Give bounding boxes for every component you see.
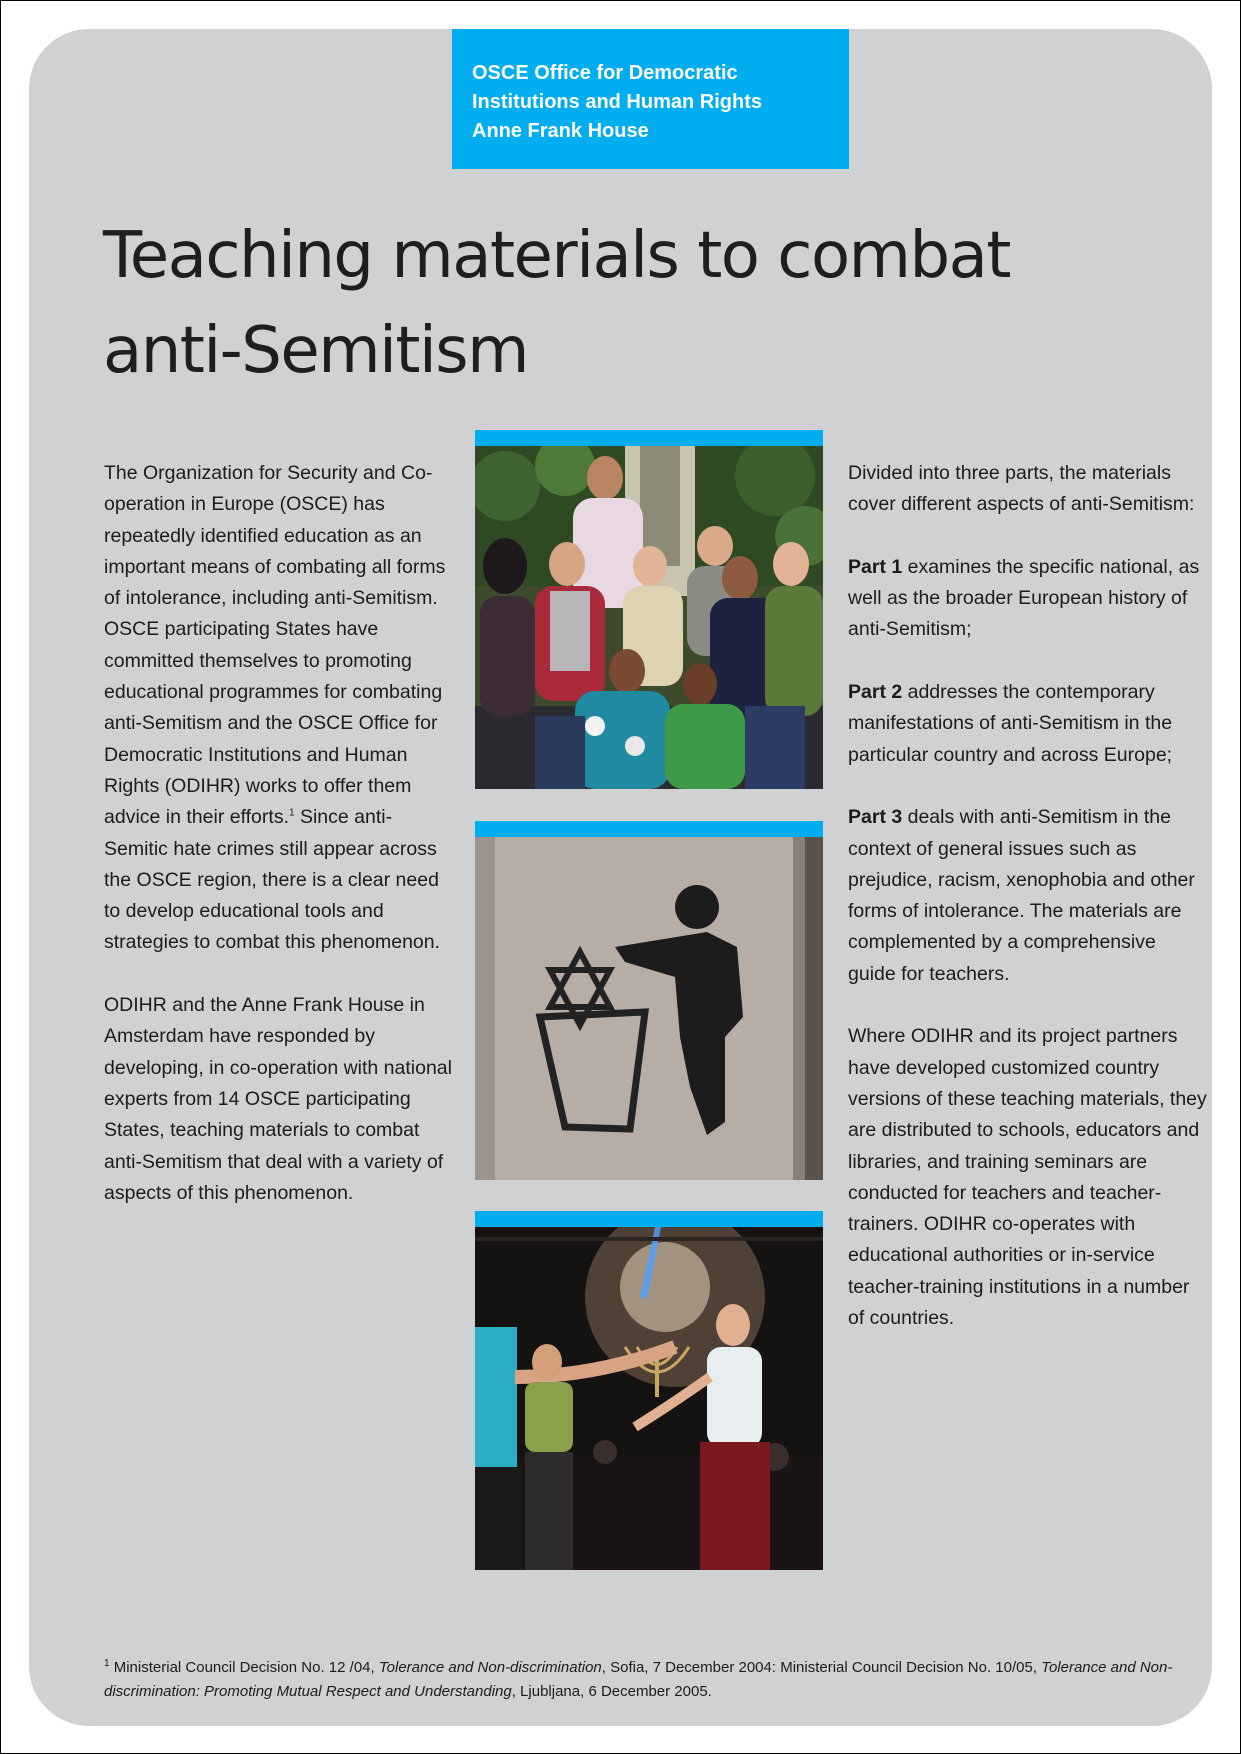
- header-line-1: OSCE Office for Democratic: [472, 62, 738, 84]
- part-3-text: deals with anti-Semitism in the context of general issues such as prejudice, racism, xenophobia and other forms of intolerance.: [848, 806, 1195, 923]
- photo-dancing-celebration: [475, 1211, 823, 1570]
- complement-text: The materials are complemented by a comprehensive guide for teachers.: [848, 900, 1182, 985]
- photo-accent-bar: [475, 821, 823, 837]
- intro-paragraph: [104, 458, 454, 959]
- part-2-text: addresses the contemporary manifestations of anti-Semitism in the particular country and across Europe;: [848, 681, 1173, 766]
- part-1-label: Part 1: [848, 555, 903, 578]
- photo-graffiti: [475, 821, 823, 1180]
- photo-accent-bar: [475, 1211, 823, 1227]
- part-1-text: examines the specific national, as well as the broader European history of anti-Semitism;: [848, 555, 1200, 641]
- part-1-item: [848, 552, 1208, 646]
- page-title: [103, 209, 1203, 399]
- materials-intro: Divided into three parts, the materials cover different aspects of anti-Semitism:: [848, 462, 1195, 516]
- footnote-italic-2: Tolerance and Non-discrimination: Promoting Mutual Respect and Understanding: [104, 1659, 1173, 1700]
- footnote-mark: 1: [104, 1658, 110, 1669]
- intro-text: The Organization for Security and Co-operation in Europe (OSCE) has repeatedly identified education as an important means of combating all forms of intolerance, including anti-Semitism. OSCE participating States have committed themselves to promoting educational programmes for combating anti-Semitism and the OSCE Office for Democratic Institutions and Human Rights (ODIHR) works to offer them advice in their efforts.: [104, 462, 446, 829]
- photo-accent-bar: [475, 430, 823, 446]
- footnote-text-1: Ministerial Council Decision No. 12 /04,: [109, 1659, 379, 1676]
- content-panel: [29, 29, 1212, 1726]
- footnote-text-2: , Sofia, 7 December 2004: Ministerial Council Decision No. 10/05,: [601, 1659, 1042, 1676]
- title-line-2: anti-Semitism: [103, 314, 528, 388]
- title-line-1: Teaching materials to combat: [103, 219, 1010, 293]
- footnote-text-3: , Ljubljana, 6 December 2005.: [511, 1683, 712, 1700]
- right-text-column: [848, 458, 1208, 1366]
- part-2-label: Part 2: [848, 681, 903, 704]
- part-2-item: [848, 677, 1208, 771]
- publisher-header: [452, 29, 849, 169]
- part-3-label: Part 3: [848, 806, 903, 829]
- footnote-reference: 1: [288, 807, 295, 819]
- photo-group-of-teenagers: [475, 430, 823, 789]
- distribution-paragraph: Where ODIHR and its project partners have developed customized country versions of these teaching materials, they are distributed to schools, educators and libraries, and training seminars are conducted for teachers and teacher-trainers. ODIHR co-operates with educational authorities or in-service teacher-training institutions in a number of countries.: [848, 1025, 1207, 1330]
- footnote-italic-1: Tolerance and Non-discrimination: [378, 1659, 602, 1676]
- header-line-3: Anne Frank House: [472, 120, 649, 142]
- part-3-item: [848, 802, 1208, 990]
- group-photo-image: [475, 446, 823, 789]
- intro-text-end: Since anti-Semitic hate crimes still appear across the OSCE region, there is a clear need to develop educational tools and strategies to combat this phenomenon.: [104, 806, 441, 954]
- graffiti-photo-image: [475, 837, 823, 1180]
- left-text-column: [104, 458, 454, 1240]
- header-line-2: Institutions and Human Rights: [472, 91, 762, 113]
- dancing-photo-image: [475, 1227, 823, 1570]
- footnote: [104, 1656, 1214, 1704]
- response-paragraph: ODIHR and the Anne Frank House in Amsterdam have responded by developing, in co-operation with national experts from 14 OSCE participating States, teaching materials to combat anti-Semitism that deal with a variety of aspects of this phenomenon.: [104, 994, 452, 1204]
